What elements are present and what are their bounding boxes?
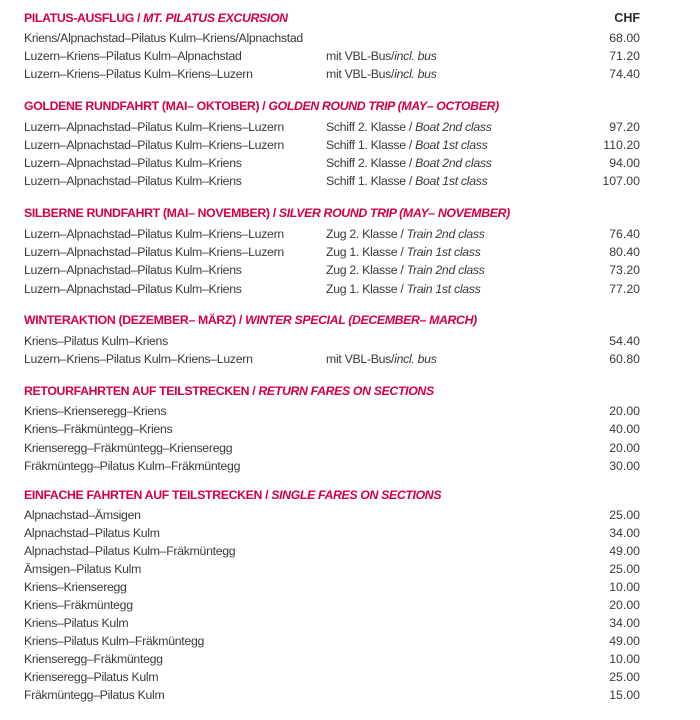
fare-row: [24, 634, 640, 652]
fare-note: Schiff 2. Klasse / Boat 2nd class: [326, 156, 492, 170]
fare-row: [24, 670, 640, 688]
fare-row: [24, 580, 640, 598]
price: 20.00: [609, 404, 640, 418]
fare-row: [24, 245, 640, 263]
route: Ämsigen–Pilatus Kulm: [24, 562, 142, 576]
price: 60.80: [609, 352, 640, 366]
fare-row: [24, 688, 640, 706]
section-title: EINFACHE FAHRTEN AUF TEILSTRECKEN / SINGLE FARES ON SECTIONS: [24, 488, 442, 502]
price: 76.40: [609, 227, 640, 241]
fare-row: [24, 652, 640, 670]
fare-row: [24, 120, 640, 138]
route: Kriens/Alpnachstad–Pilatus Kulm–Kriens/Alpnachstad: [24, 31, 303, 45]
fare-note: mit VBL-Bus/incl. bus: [326, 352, 437, 366]
fare-row: [24, 422, 640, 440]
price: 71.20: [609, 49, 640, 63]
route: Luzern–Alpnachstad–Pilatus Kulm–Kriens–Luzern: [24, 138, 284, 152]
route: Kriens–Krienseregg–Kriens: [24, 404, 167, 418]
price: 110.20: [603, 138, 640, 152]
route: Fräkmüntegg–Pilatus Kulm: [24, 688, 165, 702]
price: 25.00: [609, 508, 640, 522]
fare-row: [24, 263, 640, 281]
fare-row: [24, 174, 640, 192]
price: 40.00: [609, 422, 640, 436]
fare-note: Schiff 1. Klasse / Boat 1st class: [326, 174, 488, 188]
fare-row: [24, 156, 640, 174]
route: Kriens–Pilatus Kulm: [24, 616, 129, 630]
route: Kriens–Fräkmüntegg–Kriens: [24, 422, 173, 436]
price: 30.00: [609, 459, 640, 473]
fare-row: [24, 508, 640, 526]
fare-row: [24, 526, 640, 544]
price: 97.20: [609, 120, 640, 134]
fare-note: Zug 2. Klasse / Train 2nd class: [326, 227, 485, 241]
fare-row: [24, 404, 640, 422]
currency-header: CHF: [614, 11, 640, 25]
route: Luzern–Kriens–Pilatus Kulm–Alpnachstad: [24, 49, 242, 63]
section-header: [24, 384, 640, 402]
section-title: WINTERAKTION (DEZEMBER– MÄRZ) / WINTER SPECIAL (DECEMBER– MARCH): [24, 313, 477, 327]
price: 54.40: [609, 334, 640, 348]
route: Alpnachstad–Pilatus Kulm–Fräkmüntegg: [24, 544, 236, 558]
fare-row: [24, 227, 640, 245]
price: 20.00: [609, 598, 640, 612]
section-title: SILBERNE RUNDFAHRT (MAI– NOVEMBER) / SILVER ROUND TRIP (MAY– NOVEMBER): [24, 206, 510, 220]
price: 34.00: [609, 526, 640, 540]
fare-row: [24, 67, 640, 85]
price: 49.00: [609, 634, 640, 648]
price: 80.40: [609, 245, 640, 259]
fare-row: [24, 31, 640, 49]
fare-note: mit VBL-Bus/incl. bus: [326, 67, 437, 81]
fare-row: [24, 562, 640, 580]
price: 10.00: [609, 652, 640, 666]
route: Luzern–Alpnachstad–Pilatus Kulm–Kriens–Luzern: [24, 120, 284, 134]
fare-row: [24, 544, 640, 562]
route: Krienseregg–Fräkmüntegg: [24, 652, 163, 666]
route: Alpnachstad–Ämsigen: [24, 508, 141, 522]
price: 25.00: [609, 670, 640, 684]
fare-note: Zug 1. Klasse / Train 1st class: [326, 245, 481, 259]
section-title: PILATUS-AUSFLUG / MT. PILATUS EXCURSION: [24, 11, 288, 25]
section-header: [24, 206, 640, 224]
fare-row: [24, 459, 640, 477]
price: 20.00: [609, 441, 640, 455]
route: Luzern–Kriens–Pilatus Kulm–Kriens–Luzern: [24, 352, 253, 366]
price: 73.20: [609, 263, 640, 277]
fare-row: [24, 352, 640, 370]
price: 10.00: [609, 580, 640, 594]
route: Luzern–Alpnachstad–Pilatus Kulm–Kriens: [24, 174, 242, 188]
section-title: RETOURFAHRTEN AUF TEILSTRECKEN / RETURN FARES ON SECTIONS: [24, 384, 434, 398]
fare-note: Schiff 1. Klasse / Boat 1st class: [326, 138, 488, 152]
fare-row: [24, 616, 640, 634]
fare-note: Schiff 2. Klasse / Boat 2nd class: [326, 120, 492, 134]
route: Luzern–Alpnachstad–Pilatus Kulm–Kriens: [24, 156, 242, 170]
route: Krienseregg–Pilatus Kulm: [24, 670, 159, 684]
route: Kriens–Krienseregg: [24, 580, 127, 594]
route: Luzern–Kriens–Pilatus Kulm–Kriens–Luzern: [24, 67, 253, 81]
fare-row: [24, 598, 640, 616]
fare-row: [24, 282, 640, 300]
fare-row: [24, 138, 640, 156]
section-header: [24, 99, 640, 117]
route: Alpnachstad–Pilatus Kulm: [24, 526, 160, 540]
route: Kriens–Pilatus Kulm–Kriens: [24, 334, 168, 348]
price: 25.00: [609, 562, 640, 576]
fare-note: Zug 1. Klasse / Train 1st class: [326, 282, 481, 296]
price: 74.40: [609, 67, 640, 81]
fare-row: [24, 49, 640, 67]
section-header: [24, 11, 640, 29]
price: 77.20: [609, 282, 640, 296]
price: 94.00: [609, 156, 640, 170]
section-title: GOLDENE RUNDFAHRT (MAI– OKTOBER) / GOLDEN ROUND TRIP (MAY– OCTOBER): [24, 99, 499, 113]
route: Kriens–Fräkmüntegg: [24, 598, 133, 612]
route: Luzern–Alpnachstad–Pilatus Kulm–Kriens–Luzern: [24, 227, 284, 241]
price: 49.00: [609, 544, 640, 558]
price: 68.00: [609, 31, 640, 45]
price: 15.00: [609, 688, 640, 702]
price: 34.00: [609, 616, 640, 630]
fare-note: mit VBL-Bus/incl. bus: [326, 49, 437, 63]
price: 107.00: [602, 174, 640, 188]
fare-row: [24, 334, 640, 352]
section-header: [24, 488, 640, 506]
route: Luzern–Alpnachstad–Pilatus Kulm–Kriens: [24, 282, 242, 296]
section-header: [24, 313, 640, 331]
route: Luzern–Alpnachstad–Pilatus Kulm–Kriens: [24, 263, 242, 277]
fare-row: [24, 441, 640, 459]
route: Luzern–Alpnachstad–Pilatus Kulm–Kriens–Luzern: [24, 245, 284, 259]
fare-note: Zug 2. Klasse / Train 2nd class: [326, 263, 485, 277]
route: Krienseregg–Fräkmüntegg–Krienseregg: [24, 441, 233, 455]
route: Fräkmüntegg–Pilatus Kulm–Fräkmüntegg: [24, 459, 241, 473]
route: Kriens–Pilatus Kulm–Fräkmüntegg: [24, 634, 205, 648]
